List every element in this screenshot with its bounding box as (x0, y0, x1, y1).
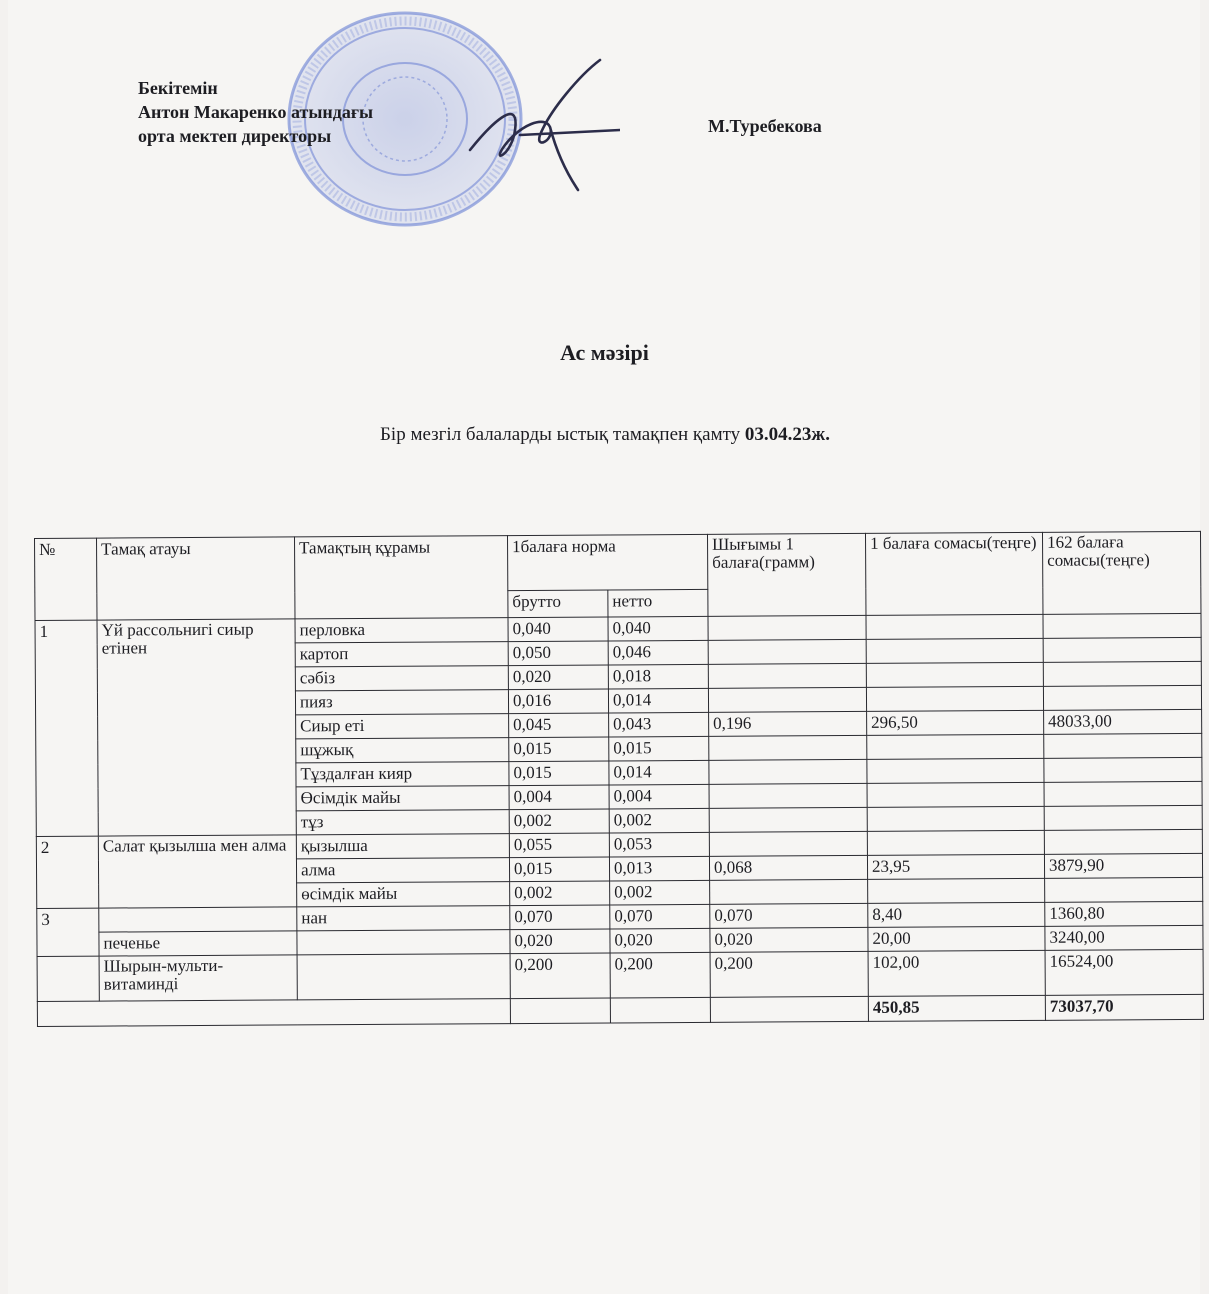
juice-cost-one: 102,00 (868, 950, 1045, 996)
empty-cell (1044, 757, 1202, 782)
ingredient-name: сәбіз (295, 666, 508, 691)
ingredient-brutto: 0,020 (508, 665, 608, 690)
ingredient-name: перловка (295, 618, 508, 643)
page-subtitle (380, 424, 830, 446)
dish1-num: 1 (35, 620, 98, 836)
header-composition: Тамақтың құрамы (294, 536, 507, 619)
bread-cost-total: 1360,80 (1045, 901, 1203, 926)
bread-cost-one: 8,40 (868, 902, 1045, 927)
empty-cell (710, 879, 868, 904)
empty-cell (1044, 733, 1202, 758)
subtitle-text: Бір мезгіл балаларды ыстық тамақпен қамту (380, 424, 745, 445)
empty-cell (297, 954, 510, 1000)
empty-cell (1043, 613, 1201, 638)
dish1-cost-one: 296,50 (867, 710, 1044, 735)
empty-cell (866, 638, 1043, 663)
empty-cell (708, 687, 866, 712)
ingredient-brutto: 0,050 (508, 641, 608, 666)
ingredient-name: шұжық (296, 738, 509, 763)
header-num: № (35, 538, 97, 620)
ingredient-brutto: 0,002 (509, 809, 609, 834)
ingredient-brutto: 0,004 (509, 785, 609, 810)
ingredient-netto: 0,002 (610, 880, 710, 905)
dish2-cost-total: 3879,90 (1044, 853, 1202, 878)
dish2-num: 2 (36, 836, 98, 908)
ingredient-brutto: 0,002 (510, 881, 610, 906)
bread-brutto: 0,070 (510, 905, 610, 930)
header-yield: Шығымы 1 балаға(грамм) (707, 533, 865, 616)
approval-block (138, 76, 373, 148)
empty-cell (867, 734, 1044, 759)
ingredient-name: Өсімдік майы (296, 786, 509, 811)
ingredient-netto: 0,018 (608, 664, 708, 689)
ingredient-name: Тұздалған кияр (296, 762, 509, 787)
empty-cell (708, 663, 866, 688)
empty-cell (1044, 829, 1202, 854)
cookie-cost-total: 3240,00 (1045, 925, 1203, 950)
approval-line-3: орта мектеп директоры (138, 126, 332, 146)
empty-cell (709, 831, 867, 856)
juice-netto: 0,200 (610, 952, 710, 998)
empty-cell (1044, 805, 1202, 830)
ingredient-netto: 0,053 (609, 832, 709, 857)
ingredient-netto: 0,014 (608, 688, 708, 713)
cookie-yield: 0,020 (710, 927, 868, 952)
dish2-cost-one: 23,95 (867, 854, 1044, 879)
total-cost-total: 73037,70 (1045, 994, 1203, 1020)
ingredient-brutto: 0,040 (508, 617, 608, 642)
table-header-row (35, 531, 1201, 593)
empty-cell (866, 686, 1043, 711)
empty-cell (510, 998, 610, 1024)
cookie-netto: 0,020 (610, 928, 710, 953)
empty-cell (709, 735, 867, 760)
approval-line-2: Антон Макаренко атындағы (138, 102, 374, 122)
ingredient-name: өсімдік майы (297, 882, 510, 907)
empty-cell (37, 999, 510, 1027)
ingredient-brutto: 0,045 (509, 713, 609, 738)
dish2-yield: 0,068 (709, 855, 867, 880)
juice-yield: 0,200 (710, 951, 868, 997)
subtitle-date: 03.04.23ж. (744, 424, 830, 445)
juice-name: Шырын-мульти-витаминді (99, 955, 297, 1001)
bread-name: нан (297, 906, 510, 931)
header-cost-one: 1 балаға сомасы(теңге) (865, 532, 1042, 615)
header-cost-total: 162 балаға сомасы(теңге) (1042, 531, 1200, 614)
page-title: Ас мәзірі (560, 340, 649, 365)
empty-cell (610, 997, 710, 1023)
ingredient-netto: 0,002 (609, 808, 709, 833)
ingredient-brutto: 0,015 (509, 857, 609, 882)
empty-cell (710, 996, 868, 1022)
table-row (37, 949, 1203, 1001)
empty-cell (708, 615, 866, 640)
empty-cell (1043, 685, 1201, 710)
empty-cell (1044, 781, 1202, 806)
ingredient-name: тұз (296, 810, 509, 835)
empty-cell (709, 759, 867, 784)
empty-cell (37, 956, 99, 1001)
cookie-brutto: 0,020 (510, 929, 610, 954)
empty-cell (867, 830, 1044, 855)
empty-cell (1043, 661, 1201, 686)
header-netto: нетто (608, 589, 708, 617)
director-signature (460, 55, 620, 195)
dish1-cost-total: 48033,00 (1044, 709, 1202, 734)
empty-cell (866, 614, 1043, 639)
total-cost-one: 450,85 (868, 995, 1045, 1021)
empty-cell (297, 930, 510, 955)
empty-cell (867, 806, 1044, 831)
ingredient-netto: 0,043 (609, 712, 709, 737)
empty-cell (867, 782, 1044, 807)
header-norm: 1балаға норма (507, 534, 707, 590)
ingredient-netto: 0,004 (609, 784, 709, 809)
cookie-name: печенье (99, 931, 297, 956)
dish2-name: Салат қызылша мен алма (98, 835, 296, 908)
ingredient-netto: 0,013 (609, 856, 709, 881)
menu-table (34, 531, 1204, 1027)
ingredient-name: картоп (295, 642, 508, 667)
empty-cell (867, 758, 1044, 783)
ingredient-brutto: 0,055 (509, 833, 609, 858)
dish3-num: 3 (37, 908, 99, 956)
ingredient-netto: 0,040 (608, 616, 708, 641)
ingredient-name: алма (296, 858, 509, 883)
juice-brutto: 0,200 (510, 953, 610, 999)
ingredient-brutto: 0,015 (509, 761, 609, 786)
ingredient-netto: 0,014 (609, 760, 709, 785)
bread-netto: 0,070 (610, 904, 710, 929)
dish1-name: Үй рассольнигі сиыр етінен (97, 619, 296, 836)
empty-cell (1045, 877, 1203, 902)
director-name: М.Туребекова (708, 116, 822, 136)
ingredient-netto: 0,015 (609, 736, 709, 761)
empty-cell (866, 662, 1043, 687)
empty-cell (1043, 637, 1201, 662)
ingredient-name: қызылша (296, 834, 509, 859)
ingredient-brutto: 0,016 (508, 689, 608, 714)
bread-yield: 0,070 (710, 903, 868, 928)
cookie-cost-one: 20,00 (868, 926, 1045, 951)
approval-line-1: Бекітемін (138, 78, 218, 98)
juice-cost-total: 16524,00 (1045, 949, 1203, 995)
ingredient-netto: 0,046 (608, 640, 708, 665)
empty-cell (709, 807, 867, 832)
ingredient-name: пияз (295, 690, 508, 715)
dish1-yield: 0,196 (709, 711, 867, 736)
ingredient-name: Сиыр еті (296, 714, 509, 739)
header-dish: Тамақ атауы (97, 537, 295, 620)
ingredient-brutto: 0,015 (509, 737, 609, 762)
empty-cell (709, 783, 867, 808)
empty-cell (868, 878, 1045, 903)
empty-cell (99, 907, 297, 932)
empty-cell (708, 639, 866, 664)
header-brutto: брутто (508, 590, 608, 618)
